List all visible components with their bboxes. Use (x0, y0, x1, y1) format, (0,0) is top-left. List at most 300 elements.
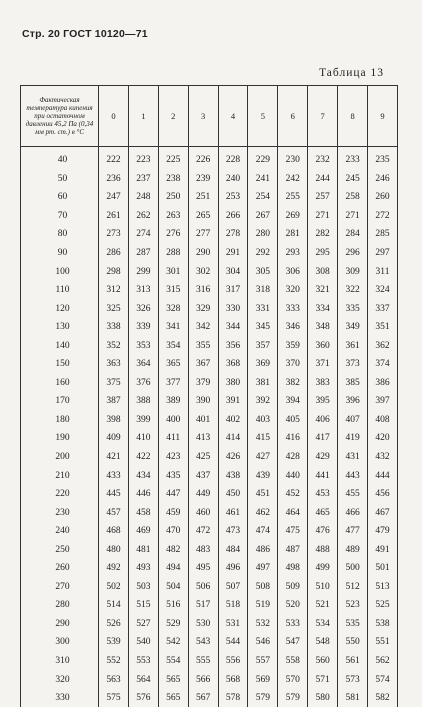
table-cell: 411 (158, 429, 188, 448)
table-cell: 331 (248, 299, 278, 318)
table-cell: 496 (218, 559, 248, 578)
table-cell: 519 (248, 596, 278, 615)
table-cell: 565 (158, 670, 188, 689)
table-cell: 530 (188, 615, 218, 634)
table-cell: 473 (218, 522, 248, 541)
table-cell: 297 (368, 244, 398, 263)
row-temperature: 50 (21, 170, 99, 189)
table-cell: 570 (278, 670, 308, 689)
table-cell: 508 (248, 578, 278, 597)
table-cell: 375 (99, 374, 129, 393)
table-cell: 282 (308, 225, 338, 244)
row-temperature: 130 (21, 318, 99, 337)
table-cell: 306 (278, 262, 308, 281)
table-cell: 281 (278, 225, 308, 244)
table-cell: 397 (368, 392, 398, 411)
table-cell: 494 (158, 559, 188, 578)
table-cell: 535 (338, 615, 368, 634)
row-temperature: 280 (21, 596, 99, 615)
table-cell: 334 (308, 299, 338, 318)
table-cell: 362 (368, 336, 398, 355)
table-cell: 552 (99, 652, 129, 671)
table-row (21, 374, 398, 393)
table-cell: 272 (368, 207, 398, 226)
table-cell: 489 (338, 540, 368, 559)
table-cell: 526 (99, 615, 129, 634)
row-temperature: 310 (21, 652, 99, 671)
table-cell: 461 (218, 503, 248, 522)
table-cell: 381 (248, 374, 278, 393)
table-cell: 480 (99, 540, 129, 559)
table-cell: 302 (188, 262, 218, 281)
row-temperature: 90 (21, 244, 99, 263)
table-cell: 253 (218, 188, 248, 207)
table-cell: 551 (368, 633, 398, 652)
table-cell: 413 (188, 429, 218, 448)
row-temperature: 240 (21, 522, 99, 541)
table-cell: 344 (218, 318, 248, 337)
table-cell: 456 (368, 485, 398, 504)
table-row (21, 596, 398, 615)
table-cell: 523 (338, 596, 368, 615)
row-temperature: 150 (21, 355, 99, 374)
table-cell: 373 (338, 355, 368, 374)
table-cell: 315 (158, 281, 188, 300)
table-cell: 513 (368, 578, 398, 597)
row-temperature: 220 (21, 485, 99, 504)
table-cell: 467 (368, 503, 398, 522)
table-cell: 429 (308, 448, 338, 467)
table-cell: 492 (99, 559, 129, 578)
table-cell: 349 (338, 318, 368, 337)
table-cell: 246 (368, 170, 398, 189)
table-row (21, 448, 398, 467)
table-cell: 452 (278, 485, 308, 504)
table-cell: 469 (128, 522, 158, 541)
table-cell: 399 (128, 411, 158, 430)
table-cell: 507 (218, 578, 248, 597)
table-cell: 450 (218, 485, 248, 504)
table-cell: 389 (158, 392, 188, 411)
table-cell: 330 (218, 299, 248, 318)
table-row (21, 392, 398, 411)
table-cell: 390 (188, 392, 218, 411)
row-temperature: 330 (21, 689, 99, 707)
table-cell: 566 (188, 670, 218, 689)
table-row (21, 170, 398, 189)
table-cell: 497 (248, 559, 278, 578)
table-cell: 567 (188, 689, 218, 707)
table-cell: 355 (188, 336, 218, 355)
row-temperature: 290 (21, 615, 99, 634)
table-cell: 538 (368, 615, 398, 634)
table-cell: 271 (308, 207, 338, 226)
table-row (21, 429, 398, 448)
row-temperature: 180 (21, 411, 99, 430)
table-cell: 569 (248, 670, 278, 689)
table-cell: 443 (338, 466, 368, 485)
table-cell: 226 (188, 147, 218, 170)
table-cell: 433 (99, 466, 129, 485)
table-cell: 503 (128, 578, 158, 597)
table-cell: 223 (128, 147, 158, 170)
table-cell: 562 (368, 652, 398, 671)
table-cell: 491 (368, 540, 398, 559)
row-temperature: 320 (21, 670, 99, 689)
table-cell: 363 (99, 355, 129, 374)
table-cell: 255 (278, 188, 308, 207)
table-cell: 520 (278, 596, 308, 615)
table-cell: 329 (188, 299, 218, 318)
table-cell: 383 (308, 374, 338, 393)
table-cell: 510 (308, 578, 338, 597)
table-cell: 318 (248, 281, 278, 300)
table-cell: 457 (99, 503, 129, 522)
table-cell: 539 (99, 633, 129, 652)
table-cell: 385 (338, 374, 368, 393)
row-temperature: 80 (21, 225, 99, 244)
table-cell: 493 (128, 559, 158, 578)
table-cell: 236 (99, 170, 129, 189)
table-cell: 431 (338, 448, 368, 467)
row-temperature: 160 (21, 374, 99, 393)
table-cell: 498 (278, 559, 308, 578)
table-cell: 547 (278, 633, 308, 652)
table-cell: 335 (338, 299, 368, 318)
table-cell: 263 (158, 207, 188, 226)
table-cell: 581 (338, 689, 368, 707)
table-cell: 447 (158, 485, 188, 504)
row-temperature: 200 (21, 448, 99, 467)
table-cell: 277 (188, 225, 218, 244)
table-cell: 440 (278, 466, 308, 485)
table-cell: 235 (368, 147, 398, 170)
column-header-7: 7 (308, 86, 338, 147)
table-cell: 301 (158, 262, 188, 281)
table-cell: 459 (158, 503, 188, 522)
row-temperature: 210 (21, 466, 99, 485)
table-cell: 312 (99, 281, 129, 300)
table-cell: 517 (188, 596, 218, 615)
table-cell: 576 (128, 689, 158, 707)
table-cell: 529 (158, 615, 188, 634)
table-cell: 468 (99, 522, 129, 541)
table-cell: 382 (278, 374, 308, 393)
table-cell: 578 (218, 689, 248, 707)
lead-column-header: Фактическая температура кипения при остаточном давлении 45,2 Па (0,34 мм рт. ст.) в °С (21, 86, 99, 147)
table-cell: 308 (308, 262, 338, 281)
table-cell: 229 (248, 147, 278, 170)
table-cell: 441 (308, 466, 338, 485)
table-cell: 515 (128, 596, 158, 615)
table-cell: 240 (218, 170, 248, 189)
table-cell: 228 (218, 147, 248, 170)
table-cell: 398 (99, 411, 129, 430)
table-row (21, 466, 398, 485)
table-cell: 380 (218, 374, 248, 393)
table-cell: 333 (278, 299, 308, 318)
row-temperature: 190 (21, 429, 99, 448)
table-cell: 250 (158, 188, 188, 207)
table-cell: 341 (158, 318, 188, 337)
table-cell: 458 (128, 503, 158, 522)
boiling-temperature-table (20, 85, 398, 707)
table-row (21, 540, 398, 559)
table-cell: 239 (188, 170, 218, 189)
table-row (21, 147, 398, 170)
table-cell: 416 (278, 429, 308, 448)
table-cell: 260 (368, 188, 398, 207)
table-cell: 360 (308, 336, 338, 355)
table-cell: 257 (308, 188, 338, 207)
table-cell: 502 (99, 578, 129, 597)
table-cell: 342 (188, 318, 218, 337)
table-row (21, 355, 398, 374)
table-cell: 286 (99, 244, 129, 263)
table-row (21, 299, 398, 318)
table-cell: 265 (188, 207, 218, 226)
table-cell: 376 (128, 374, 158, 393)
table-cell: 339 (128, 318, 158, 337)
table-cell: 293 (278, 244, 308, 263)
table-cell: 244 (308, 170, 338, 189)
table-cell: 285 (368, 225, 398, 244)
table-row (21, 207, 398, 226)
table-cell: 361 (338, 336, 368, 355)
table-cell: 444 (368, 466, 398, 485)
table-cell: 304 (218, 262, 248, 281)
table-cell: 531 (218, 615, 248, 634)
table-cell: 305 (248, 262, 278, 281)
table-cell: 474 (248, 522, 278, 541)
table-cell: 553 (128, 652, 158, 671)
table-row (21, 503, 398, 522)
table-cell: 451 (248, 485, 278, 504)
table-cell: 558 (278, 652, 308, 671)
table-cell: 395 (308, 392, 338, 411)
table-cell: 580 (308, 689, 338, 707)
table-cell: 446 (128, 485, 158, 504)
table-cell: 401 (188, 411, 218, 430)
table-cell: 550 (338, 633, 368, 652)
table-cell: 512 (338, 578, 368, 597)
table-cell: 287 (128, 244, 158, 263)
table-cell: 504 (158, 578, 188, 597)
table-cell: 533 (278, 615, 308, 634)
table-cell: 262 (128, 207, 158, 226)
table-cell: 368 (218, 355, 248, 374)
table-cell: 273 (99, 225, 129, 244)
table-cell: 556 (218, 652, 248, 671)
table-cell: 466 (338, 503, 368, 522)
table-cell: 527 (128, 615, 158, 634)
table-cell: 245 (338, 170, 368, 189)
table-cell: 374 (368, 355, 398, 374)
table-row (21, 633, 398, 652)
table-cell: 546 (248, 633, 278, 652)
table-cell: 369 (248, 355, 278, 374)
table-caption: Таблица 13 (319, 67, 384, 79)
table-cell: 354 (158, 336, 188, 355)
table-cell: 428 (278, 448, 308, 467)
table-cell: 278 (218, 225, 248, 244)
table-cell: 288 (158, 244, 188, 263)
table-cell: 532 (248, 615, 278, 634)
table-cell: 548 (308, 633, 338, 652)
table-cell: 367 (188, 355, 218, 374)
row-temperature: 300 (21, 633, 99, 652)
table-cell: 388 (128, 392, 158, 411)
table-cell: 352 (99, 336, 129, 355)
table-cell: 386 (368, 374, 398, 393)
row-temperature: 230 (21, 503, 99, 522)
table-cell: 309 (338, 262, 368, 281)
table-cell: 242 (278, 170, 308, 189)
table-cell: 394 (278, 392, 308, 411)
table-cell: 582 (368, 689, 398, 707)
table-cell: 514 (99, 596, 129, 615)
table-row (21, 578, 398, 597)
table-cell: 405 (278, 411, 308, 430)
table-cell: 409 (99, 429, 129, 448)
table-cell: 370 (278, 355, 308, 374)
table-cell: 276 (158, 225, 188, 244)
table-cell: 396 (338, 392, 368, 411)
table-cell: 571 (308, 670, 338, 689)
table-cell: 251 (188, 188, 218, 207)
table-cell: 258 (338, 188, 368, 207)
table-cell: 472 (188, 522, 218, 541)
table-cell: 408 (368, 411, 398, 430)
table-cell: 345 (248, 318, 278, 337)
column-header-6: 6 (278, 86, 308, 147)
table-row (21, 188, 398, 207)
table-cell: 462 (248, 503, 278, 522)
table-cell: 509 (278, 578, 308, 597)
table-cell: 322 (338, 281, 368, 300)
table-cell: 267 (248, 207, 278, 226)
table-cell: 460 (188, 503, 218, 522)
table-cell: 290 (188, 244, 218, 263)
table-row (21, 670, 398, 689)
table-cell: 410 (128, 429, 158, 448)
table-cell: 435 (158, 466, 188, 485)
table-row (21, 281, 398, 300)
table-cell: 379 (188, 374, 218, 393)
table-cell: 313 (128, 281, 158, 300)
table-cell: 464 (278, 503, 308, 522)
column-header-4: 4 (218, 86, 248, 147)
table-cell: 232 (308, 147, 338, 170)
table-cell: 499 (308, 559, 338, 578)
table-cell: 470 (158, 522, 188, 541)
table-cell: 437 (188, 466, 218, 485)
table-cell: 506 (188, 578, 218, 597)
table-row (21, 225, 398, 244)
table-cell: 453 (308, 485, 338, 504)
table-cell: 353 (128, 336, 158, 355)
table-cell: 225 (158, 147, 188, 170)
table-cell: 377 (158, 374, 188, 393)
table-cell: 495 (188, 559, 218, 578)
table-cell: 321 (308, 281, 338, 300)
table-cell: 486 (248, 540, 278, 559)
table-cell: 423 (158, 448, 188, 467)
table-cell: 407 (338, 411, 368, 430)
table-cell: 261 (99, 207, 129, 226)
table-cell: 574 (368, 670, 398, 689)
table-cell: 488 (308, 540, 338, 559)
table-cell: 266 (218, 207, 248, 226)
table-cell: 324 (368, 281, 398, 300)
table-cell: 427 (248, 448, 278, 467)
column-header-8: 8 (338, 86, 368, 147)
table-row (21, 262, 398, 281)
table-cell: 439 (248, 466, 278, 485)
table-cell: 564 (128, 670, 158, 689)
table-cell: 479 (368, 522, 398, 541)
table-cell: 325 (99, 299, 129, 318)
table-cell: 565 (158, 689, 188, 707)
table-cell: 403 (248, 411, 278, 430)
table-cell: 544 (218, 633, 248, 652)
table-cell: 320 (278, 281, 308, 300)
table-row (21, 336, 398, 355)
table-row (21, 318, 398, 337)
table-cell: 346 (278, 318, 308, 337)
table-cell: 426 (218, 448, 248, 467)
table-cell: 421 (99, 448, 129, 467)
table-cell: 365 (158, 355, 188, 374)
table-cell: 230 (278, 147, 308, 170)
table-cell: 534 (308, 615, 338, 634)
table-cell: 432 (368, 448, 398, 467)
table-cell: 400 (158, 411, 188, 430)
table-cell: 557 (248, 652, 278, 671)
table-cell: 269 (278, 207, 308, 226)
table-cell: 525 (368, 596, 398, 615)
table-cell: 487 (278, 540, 308, 559)
table-cell: 575 (99, 689, 129, 707)
table-cell: 356 (218, 336, 248, 355)
table-cell: 434 (128, 466, 158, 485)
table-cell: 222 (99, 147, 129, 170)
row-temperature: 70 (21, 207, 99, 226)
table-cell: 241 (248, 170, 278, 189)
table-cell: 484 (218, 540, 248, 559)
table-cell: 296 (338, 244, 368, 263)
table-cell: 311 (368, 262, 398, 281)
column-header-9: 9 (368, 86, 398, 147)
table-cell: 248 (128, 188, 158, 207)
table-cell: 455 (338, 485, 368, 504)
table-cell: 298 (99, 262, 129, 281)
table-cell: 420 (368, 429, 398, 448)
table-cell: 419 (338, 429, 368, 448)
table-cell: 392 (248, 392, 278, 411)
table-cell: 425 (188, 448, 218, 467)
table-cell: 477 (338, 522, 368, 541)
row-temperature: 260 (21, 559, 99, 578)
row-temperature: 100 (21, 262, 99, 281)
table-cell: 364 (128, 355, 158, 374)
table-cell: 516 (158, 596, 188, 615)
table-cell: 561 (338, 652, 368, 671)
table-cell: 579 (278, 689, 308, 707)
row-temperature: 270 (21, 578, 99, 597)
table-row (21, 411, 398, 430)
table-cell: 328 (158, 299, 188, 318)
